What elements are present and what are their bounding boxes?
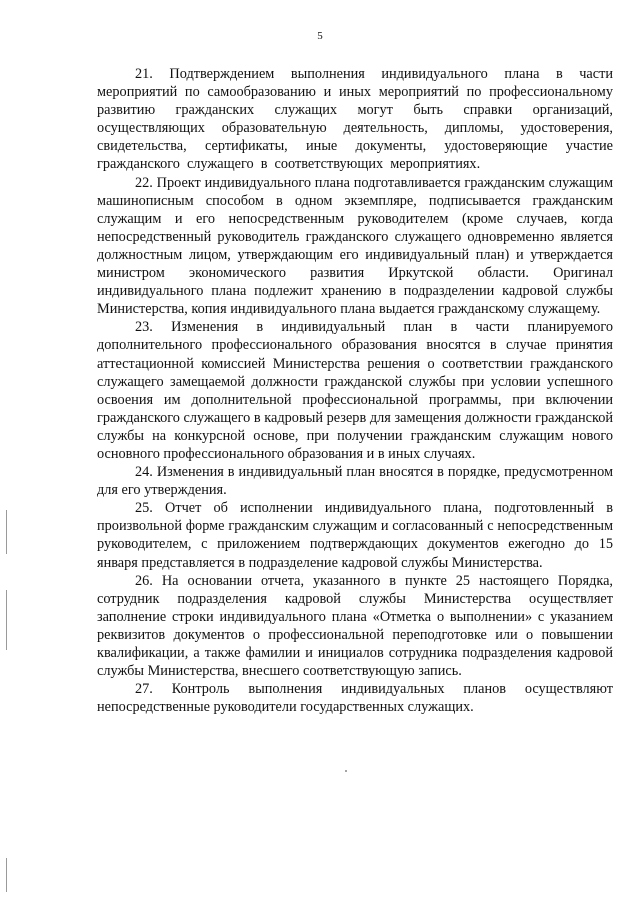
paragraph-number: 21. — [135, 66, 153, 82]
document-body — [97, 65, 613, 716]
scan-binding-mark — [6, 510, 7, 554]
paragraph-27 — [97, 680, 613, 716]
paragraph-number: 24. — [135, 464, 153, 481]
paragraph-21 — [97, 65, 613, 174]
paragraph-text: Отчет об исполнении индивидуального плана, подготовленный в произвольной форме гражданским служащим и согласованный с непосредственным руководителем, с приложением подтверждающих документов ежегодно до 15 января представляется в подразделение кадровой службы Министерства. — [97, 500, 613, 571]
paragraph-text: Контроль выполнения индивидуальных планов осуществляют непосредственные руководители государственных служащих. — [97, 681, 613, 716]
paragraph-text: Изменения в индивидуальный план вносятся в порядке, предусмотренном для его утверждения. — [97, 464, 614, 499]
paragraph-24 — [97, 463, 613, 499]
paragraph-text: На основании отчета, указанного в пункте 25 настоящего Порядка, сотрудник подразделения кадровой службы Министерства осуществляет заполнение строки индивидуального плана «Отметка о выполнении» с указанием реквизитов документов о профессиональной переподготовке или о повышении квалификации, а также фамилии и инициалов сотрудника подразделения кадровой службы Министерства, внесшего соответствующую запись. — [97, 572, 613, 680]
paragraph-number: 25. — [135, 500, 153, 517]
paragraph-25 — [97, 499, 613, 571]
paragraph-23 — [97, 318, 613, 463]
scan-binding-mark — [6, 858, 7, 892]
paragraph-number: 27. — [135, 681, 153, 698]
paragraph-26 — [97, 572, 613, 681]
scan-binding-mark — [6, 590, 7, 650]
paragraph-text: Проект индивидуального плана подготавливается гражданским служащим машинописным способом в одном экземпляре, подписывается гражданским служащим и его непосредственным руководителем (кроме случаев, когда непосредственный руководитель гражданского служащего одновременно является должностным лицом, утверждающим его индивидуальный план) и утверждается министром экономического развития Иркутской области. Оригинал индивидуального плана подлежит хранению в подразделении кадровой службы Министерства, копия индивидуального плана выдается гражданскому служащему. — [97, 174, 613, 318]
paragraph-22 — [97, 174, 613, 319]
paragraph-number: 26. — [135, 572, 153, 589]
paragraph-number: 23. — [135, 319, 153, 336]
paragraph-number: 22. — [135, 174, 153, 191]
paragraph-text: Изменения в индивидуальный план в части планируемого дополнительного профессионального образования вносятся в случае принятия аттестационной комиссией Министерства решения о соответствии гражданского служащего замещаемой должности гражданской службы при условии успешного освоения им дополнительной профессиональной программы, при включении гражданского служащего в кадровый резерв для замещения должности гражданской службы на конкурсной основе, при получении гражданским служащим нового основного профессионального образования и в иных случаях. — [97, 319, 614, 462]
scan-speck — [345, 770, 347, 772]
page-number: 5 — [317, 30, 323, 42]
paragraph-text: Подтверждением выполнения индивидуального плана в части мероприятий по самообразованию и иных мероприятий по профессиональному развитию гражданских служащих могут быть справки организаций, осуществляющих образовательную деятельность, дипломы, удостоверения, свидетельства, сертификаты, иные документы, удостоверяющие участие гражданского служащего в соответствующих мероприятиях. — [97, 66, 614, 173]
